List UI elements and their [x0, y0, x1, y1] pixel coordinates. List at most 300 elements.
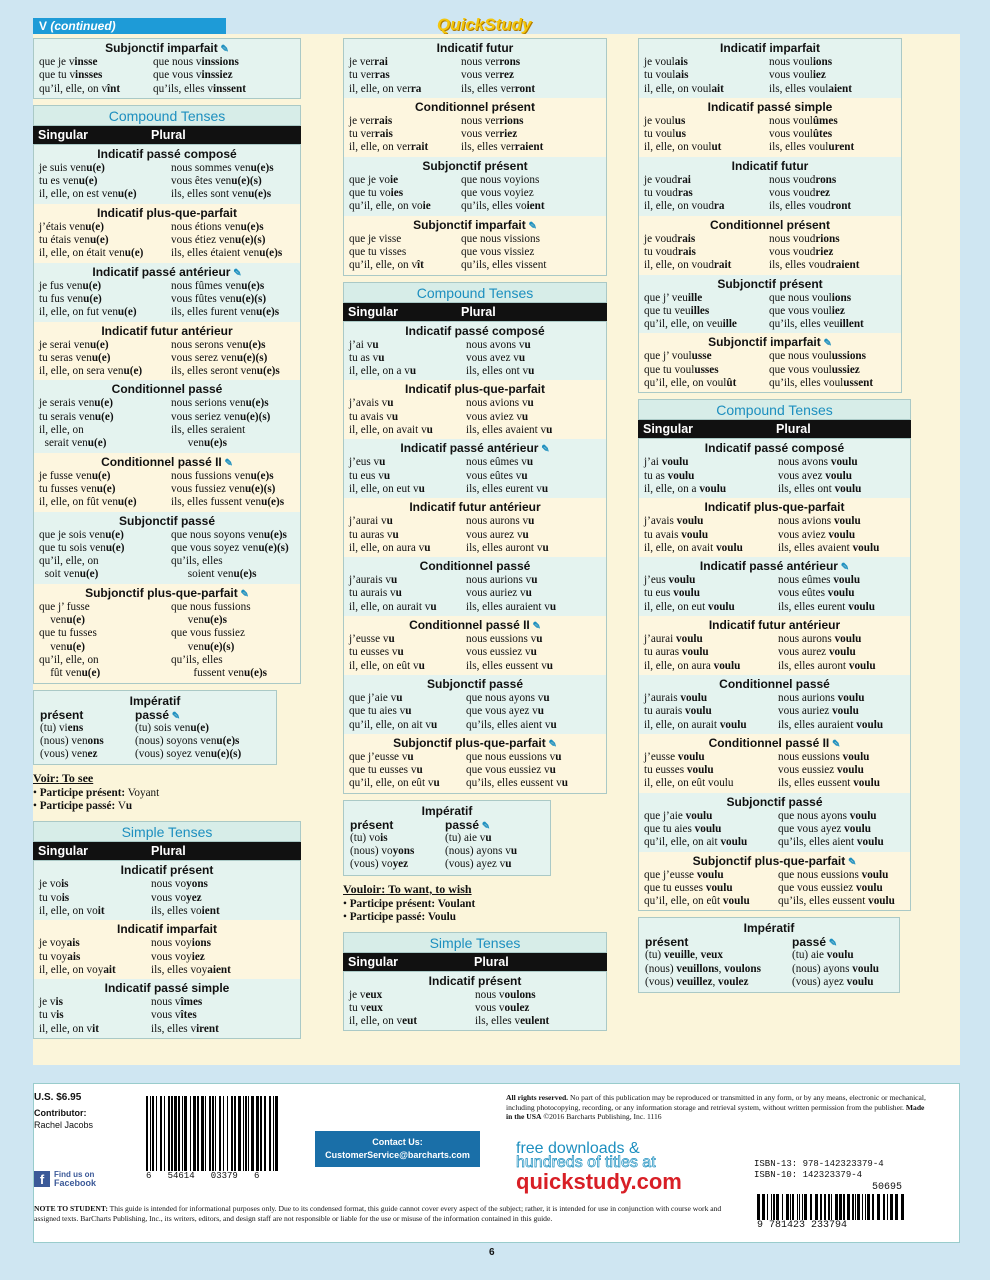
imperatif-present: (tu) vois	[350, 831, 388, 844]
singular-form: je serais venu(e)	[39, 397, 113, 410]
conjugation-row	[349, 174, 601, 187]
plural-form: nous voulions	[769, 56, 833, 68]
conjugation-row	[39, 221, 295, 234]
tense-name: Subjonctif présent	[422, 158, 528, 173]
tense-name: Indicatif plus-que-parfait	[704, 500, 845, 515]
section-title: Simple Tenses	[33, 821, 301, 842]
conjugation-row	[644, 470, 905, 483]
plural-form: vous aviez vu	[466, 410, 529, 423]
pencil-icon: ✎	[820, 338, 832, 350]
tense-name: Subjonctif présent	[717, 276, 823, 291]
conjugation-row	[644, 836, 905, 849]
promo-line1: free downloads &	[516, 1140, 640, 1157]
tense-section-header	[33, 821, 301, 860]
conjugation-row	[39, 397, 295, 410]
plural-form: nous fussions venu(e)s	[171, 469, 274, 482]
plural-form: nous aurons vu	[466, 515, 535, 528]
singular-plural-bar	[343, 953, 607, 971]
conjugation-row	[644, 305, 896, 318]
tense-group	[343, 38, 607, 276]
singular-form: il, elle, on aura vu	[349, 541, 431, 554]
conjugation-row	[39, 293, 295, 306]
barcode-bar	[904, 1194, 907, 1220]
conjugation-row	[39, 437, 295, 450]
singular-form: il, elle, on aura voulu	[644, 659, 741, 672]
plural-form: que nous voulussions	[769, 350, 866, 363]
singular-form: tu aurais voulu	[644, 705, 712, 718]
plural-form: qu’ils, elles	[171, 653, 223, 666]
imperatif-head-row	[350, 818, 544, 832]
conjugation-row	[644, 456, 905, 469]
singular-header: Singular	[348, 954, 399, 969]
conjugation-row	[39, 667, 295, 680]
imperatif-row	[350, 858, 544, 871]
singular-form: j’avais vu	[349, 397, 394, 410]
plural-header: Plural	[151, 844, 186, 859]
note-to-student: NOTE TO STUDENT: This guide is intended for informational purposes only. Due to its condensed format, this guide cannot cover every aspect of the subject; rather, it is intended for use in conjunction with course work and assigned texts. BarCharts Publishing, Inc., its writers, editors, and design staff are not responsible or liable for the use or misuse of the information contained in this guide.	[34, 1204, 722, 1223]
tense-group	[343, 971, 607, 1032]
singular-form: j’aurais vu	[349, 574, 398, 587]
plural-form: que vous vinssiez	[153, 69, 233, 82]
singular-form: je voyais	[39, 937, 80, 950]
imperatif-title: Impératif	[421, 803, 473, 818]
singular-form: j’avais voulu	[644, 515, 704, 528]
conjugation-row	[644, 601, 905, 614]
plural-header: Plural	[461, 304, 496, 319]
imperatif-present: (vous) venez	[40, 748, 98, 761]
singular-form: soit venu(e)	[39, 568, 99, 581]
singular-form: qu’il, elle, on ait voulu	[644, 836, 748, 849]
conjugation-row	[39, 365, 295, 378]
singular-form: j’eusse voulu	[644, 750, 705, 763]
plural-form: qu’ils, elles veuillent	[769, 318, 864, 331]
tense-name: Indicatif imparfait	[719, 41, 820, 55]
barcode-isbn	[757, 1182, 922, 1231]
plural-form: vous vîtes	[151, 1009, 197, 1022]
tense-name: Indicatif passé composé	[405, 323, 545, 338]
tense-name: Subjonctif imparfait ✎	[708, 335, 832, 350]
tense-block	[639, 793, 910, 852]
pencil-icon: ✎	[538, 444, 550, 456]
tense-block	[34, 380, 300, 452]
tense-name: Indicatif futur antérieur	[409, 500, 541, 515]
plural-form: vous eûtes voulu	[778, 587, 855, 600]
singular-form: j’ai voulu	[644, 456, 689, 469]
singular-form: que tu vinsses	[39, 69, 103, 82]
plural-form: ils, elles ont voulu	[778, 482, 862, 495]
pencil-icon: ✎	[829, 738, 841, 750]
plural-form: nous voudrons	[769, 173, 837, 186]
barcode-isbn-digits: 9 781423 233794	[757, 1220, 848, 1231]
conjugation-row	[644, 83, 896, 96]
conjugation-row	[349, 989, 601, 1002]
plural-form: ils, elles eurent vu	[466, 482, 549, 495]
plural-form: que vous fussiez	[171, 627, 245, 640]
conjugation-row	[349, 633, 601, 646]
imperatif-head-row	[40, 708, 270, 722]
passe-header: passé ✎	[135, 707, 181, 722]
singular-form: qu’il, elle, on eût voulu	[644, 895, 750, 908]
imperatif-row	[350, 832, 544, 845]
singular-plural-bar	[343, 303, 607, 321]
conjugation-row	[349, 339, 601, 352]
singular-form: que j’ fusse	[39, 600, 90, 613]
conjugation-row	[349, 187, 601, 200]
conjugation-row	[39, 568, 295, 581]
tense-group	[33, 144, 301, 684]
singular-form: je voulais	[644, 56, 688, 68]
imperatif-row	[350, 845, 544, 858]
singular-form: tu as vu	[349, 351, 385, 364]
plural-form: venu(e)s	[171, 437, 227, 450]
tense-block	[639, 734, 910, 793]
conjugation-row	[644, 587, 905, 600]
plural-form: qu’ils, elles eussent voulu	[778, 895, 895, 908]
plural-form: nous voyions	[151, 937, 211, 950]
plural-form: ils, elles voudront	[769, 200, 852, 213]
singular-form: que tu eusses vu	[349, 764, 423, 777]
conjugation-row	[39, 951, 295, 964]
singular-header: Singular	[38, 844, 89, 859]
plural-form: ils, elles eurent voulu	[778, 600, 875, 613]
tense-name: Indicatif futur	[731, 158, 809, 173]
tense-name: Conditionnel passé II ✎	[409, 618, 541, 633]
passe-header: passé ✎	[445, 817, 491, 832]
tense-name: Subjonctif plus-que-parfait ✎	[85, 585, 249, 600]
present-header: présent	[645, 935, 689, 950]
imperatif-passe: (tu) sois venu(e)	[135, 721, 209, 734]
plural-form: nous serions venu(e)s	[171, 397, 269, 410]
imperatif-title: Impératif	[129, 693, 181, 708]
plural-form: nous étions venu(e)s	[171, 220, 264, 233]
singular-form: que tu aies vu	[349, 705, 412, 718]
tense-block	[344, 98, 606, 157]
imperatif-passe: (vous) ayez voulu	[792, 976, 874, 989]
conjugation-row	[39, 411, 295, 424]
singular-form: tu fusses venu(e)	[39, 482, 116, 495]
tense-name: Indicatif passé simple	[707, 99, 833, 114]
singular-form: qu’il, elle, on ait vu	[349, 718, 438, 731]
singular-form: j’eusse vu	[349, 633, 395, 646]
conjugation-row	[39, 555, 295, 568]
conjugation-row	[349, 83, 601, 96]
plural-form: ils, elles voulurent	[769, 141, 855, 154]
singular-form: il, elle, on a voulu	[644, 482, 727, 495]
plural-form: que vous voyiez	[461, 187, 534, 200]
plural-form: que vous vouliez	[769, 304, 845, 317]
pencil-icon: ✎	[217, 44, 229, 55]
plural-form: vous étiez venu(e)(s)	[171, 234, 266, 247]
conjugation-row	[644, 233, 896, 246]
contributor-name: Rachel Jacobs	[34, 1120, 94, 1130]
tense-block	[639, 557, 910, 616]
conjugation-row	[644, 364, 896, 377]
singular-form: tu seras venu(e)	[39, 351, 111, 364]
singular-plural-bar	[33, 126, 301, 144]
conjugation-row	[349, 365, 601, 378]
singular-form: il, elle, on voudrait	[644, 259, 732, 272]
conjugation-row	[644, 777, 905, 790]
singular-form: qu’il, elle, on vînt	[39, 82, 121, 95]
plural-form: qu’ils, elles voulussent	[769, 377, 874, 390]
plural-form: ils, elles eussent voulu	[778, 777, 880, 790]
tense-section-header	[343, 932, 607, 971]
singular-plural-bar	[638, 420, 911, 438]
tense-name: Subjonctif passé	[118, 513, 216, 528]
tense-block	[34, 322, 300, 381]
conjugation-row	[349, 397, 601, 410]
plural-form: ils, elles ont vu	[466, 365, 535, 378]
conjugation-row	[349, 200, 601, 213]
barcode-bar	[278, 1096, 279, 1171]
conjugation-row	[349, 259, 601, 272]
plural-form: fussent venu(e)s	[171, 667, 268, 680]
singular-form: que j’aie vu	[349, 691, 403, 704]
plural-form: nous voudrions	[769, 232, 840, 245]
plural-form: ils, elles verront	[461, 82, 536, 95]
plural-form: ils, elles avaient vu	[466, 424, 553, 437]
singular-form: je suis venu(e)	[39, 161, 105, 174]
singular-form: tu étais venu(e)	[39, 234, 109, 247]
tense-name: Indicatif futur antérieur	[708, 618, 841, 633]
conjugation-row	[349, 529, 601, 542]
plural-form: ils, elles fussent venu(e)s	[171, 496, 285, 509]
tense-block	[34, 204, 300, 263]
plural-form: vous verriez	[461, 128, 518, 141]
tense-block	[344, 216, 606, 275]
singular-form: il, elle, on voulut	[644, 141, 722, 154]
conjugation-row	[644, 705, 905, 718]
tense-block	[344, 39, 606, 98]
isbn10: ISBN-10: 142323379-4	[754, 1170, 863, 1180]
singular-form: j’aurai vu	[349, 515, 393, 528]
tense-name: Conditionnel passé II ✎	[708, 735, 841, 750]
conjugation-row	[39, 1009, 295, 1022]
conjugation-row	[39, 175, 295, 188]
singular-form: je veux	[349, 988, 383, 1001]
singular-form: il, elle, on veut	[349, 1015, 418, 1028]
singular-form: venu(e)	[39, 614, 85, 627]
plural-form: qu’ils, elles voient	[461, 200, 545, 213]
plural-form: vous seriez venu(e)(s)	[171, 410, 271, 423]
conjugation-row	[39, 56, 295, 69]
plural-form: que vous eussiez voulu	[778, 881, 883, 894]
conjugation-row	[39, 83, 295, 96]
conjugation-row	[39, 162, 295, 175]
singular-form: tu vis	[39, 1009, 64, 1022]
tense-name: Subjonctif imparfait ✎	[105, 41, 229, 55]
plural-form: nous avons vu	[466, 338, 531, 351]
conjugation-row	[644, 646, 905, 659]
singular-form: tu eusses vu	[349, 646, 404, 659]
conjugation-row	[644, 246, 896, 259]
facebook-line1: Find us on	[54, 1170, 95, 1179]
singular-form: il, elle, on aurait voulu	[644, 718, 747, 731]
tense-name: Conditionnel passé	[419, 559, 531, 574]
singular-form: tu avais vu	[349, 410, 399, 423]
singular-form: que tu voies	[349, 187, 404, 200]
plural-form: nous voulons	[475, 988, 536, 1001]
singular-form: il, elle, on vit	[39, 1022, 99, 1035]
pencil-icon: ✎	[221, 457, 233, 469]
conjugation-row	[39, 937, 295, 950]
tense-section-header	[33, 105, 301, 144]
plural-form: que vous eussiez vu	[466, 764, 556, 777]
singular-form: que j’ veuille	[644, 291, 703, 304]
singular-form: tu veux	[349, 1001, 383, 1014]
conjugation-row	[39, 878, 295, 891]
plural-form: ils, elles auront vu	[466, 541, 549, 554]
conjugation-row	[349, 411, 601, 424]
singular-form: que je visse	[349, 232, 402, 245]
pencil-icon: ✎	[545, 738, 557, 750]
facebook-link[interactable]	[34, 1170, 96, 1188]
plural-form: nous vîmes	[151, 996, 203, 1009]
singular-form: il, elle, on voit	[39, 904, 105, 917]
conjugation-row	[39, 424, 295, 437]
plural-form: que nous eussions vu	[466, 750, 562, 763]
imperatif-passe: (vous) soyez venu(e)(s)	[135, 748, 242, 761]
conjugation-row	[644, 56, 896, 69]
tense-name: Indicatif passé antérieur ✎	[699, 559, 850, 574]
plural-form: ils, elles voulaient	[769, 82, 852, 95]
singular-form: j’ai vu	[349, 338, 379, 351]
tense-name: Indicatif présent	[428, 973, 522, 988]
conjugation-row	[349, 352, 601, 365]
conjugation-row	[39, 483, 295, 496]
singular-form: il, elle, on verra	[349, 82, 422, 95]
singular-form: que j’eusse vu	[349, 750, 414, 763]
singular-form: tu verras	[349, 69, 390, 82]
tense-name: Indicatif passé antérieur ✎	[400, 441, 550, 456]
tense-group	[33, 860, 301, 1039]
plural-form: vous voudrez	[769, 187, 831, 200]
tense-section-header	[343, 282, 607, 321]
singular-form: que je vinsse	[39, 56, 98, 68]
barcode-isbn-bars	[757, 1194, 922, 1220]
plural-form: vous aviez voulu	[778, 528, 856, 541]
plural-form: nous verrions	[461, 114, 524, 127]
tense-section-header	[638, 399, 911, 438]
tense-name: Indicatif imparfait	[116, 922, 217, 937]
tense-block	[639, 275, 901, 334]
conjugation-row	[644, 823, 905, 836]
conjugation-row	[644, 115, 896, 128]
singular-form: que tu voulusses	[644, 363, 719, 376]
tense-name: Indicatif futur	[436, 41, 514, 55]
plural-form: nous avions voulu	[778, 515, 861, 528]
plural-form: vous eussiez voulu	[778, 764, 864, 777]
singular-form: qu’il, elle, on eût vu	[349, 777, 440, 790]
conjugation-row	[644, 810, 905, 823]
tense-name: Indicatif passé composé	[97, 146, 237, 161]
pencil-icon: ✎	[525, 220, 537, 232]
pencil-icon: ✎	[237, 588, 249, 600]
plural-form: vous fûtes venu(e)(s)	[171, 292, 267, 305]
plural-form: nous fûmes venu(e)s	[171, 279, 265, 292]
facebook-line2: Facebook	[54, 1178, 97, 1188]
plural-form: ils, elles verraient	[461, 141, 544, 154]
imperatif-row	[40, 735, 270, 748]
tense-block	[344, 972, 606, 1031]
singular-form: il, elle, on était venu(e)	[39, 247, 144, 260]
tense-block	[639, 675, 910, 734]
plural-form: qu’ils, elles aient voulu	[778, 836, 884, 849]
imperatif-box	[33, 690, 277, 766]
imperatif-row	[645, 949, 893, 962]
tense-block	[344, 734, 606, 793]
conjugation-row	[644, 69, 896, 82]
verb-meaning: To see	[59, 771, 94, 786]
section-title: Simple Tenses	[343, 932, 607, 953]
column-vouloir	[638, 34, 911, 999]
conjugation-row	[644, 751, 905, 764]
tense-name: Subjonctif plus-que-parfait ✎	[692, 853, 857, 868]
conjugation-row	[39, 496, 295, 509]
tense-block	[34, 861, 300, 920]
conjugation-row	[349, 470, 601, 483]
singular-form: j’étais venu(e)	[39, 220, 104, 233]
participle-item: • Participe passé: Vu	[33, 800, 133, 813]
singular-form: qu’il, elle, on vît	[349, 259, 424, 272]
singular-form: qu’il, elle, on voie	[349, 200, 431, 213]
pencil-icon: ✎	[230, 267, 242, 279]
promo-url[interactable]: quickstudy.com	[516, 1169, 682, 1194]
plural-form: que nous ayons vu	[466, 691, 550, 704]
conjugation-row	[39, 1023, 295, 1036]
plural-form: que nous ayons voulu	[778, 809, 877, 822]
conjugation-row	[644, 660, 905, 673]
conjugation-row	[644, 692, 905, 705]
contact-box[interactable]	[315, 1131, 480, 1167]
imperatif-present: (tu) viens	[40, 721, 84, 734]
conjugation-row	[39, 339, 295, 352]
singular-form: que tu sois venu(e)	[39, 541, 125, 554]
tense-group	[638, 38, 902, 393]
singular-form: il, elle, on voyait	[39, 963, 116, 976]
conjugation-row	[39, 69, 295, 82]
conjugation-row	[39, 905, 295, 918]
singular-form: venu(e)	[39, 640, 85, 653]
plural-form: ils, elles voient	[151, 904, 220, 917]
imperatif-row	[40, 722, 270, 735]
plural-form: qu’ils, elles vinssent	[153, 82, 246, 95]
conjugation-row	[644, 141, 896, 154]
plural-form: nous aurions voulu	[778, 691, 865, 704]
imperatif-box	[343, 800, 551, 876]
plural-form: ils, elles voudraient	[769, 259, 860, 272]
singular-form: il, elle, on eut vu	[349, 482, 425, 495]
singular-form: je voudrai	[644, 173, 691, 186]
plural-form: ils, elles avaient voulu	[778, 541, 880, 554]
participle-item: • Participe présent: Voulant	[343, 897, 476, 910]
conjugation-row	[644, 292, 896, 305]
conjugation-row	[644, 633, 905, 646]
plural-form: vous aurez voulu	[778, 646, 856, 659]
singular-form: j’eus voulu	[644, 574, 696, 587]
imperatif-passe: (nous) ayons voulu	[792, 962, 880, 975]
singular-form: il, elle, on est venu(e)	[39, 188, 137, 201]
singular-form: je fusse venu(e)	[39, 469, 111, 482]
plural-header: Plural	[776, 422, 811, 437]
plural-form: vous voulez	[475, 1001, 530, 1014]
singular-form: il, elle, on eut voulu	[644, 600, 735, 613]
conjugation-row	[644, 895, 905, 908]
conjugation-row	[39, 964, 295, 977]
tense-name: Indicatif passé antérieur ✎	[92, 264, 242, 279]
imperatif-present: (tu) veuille, veux	[645, 949, 723, 962]
conjugation-row	[644, 882, 905, 895]
